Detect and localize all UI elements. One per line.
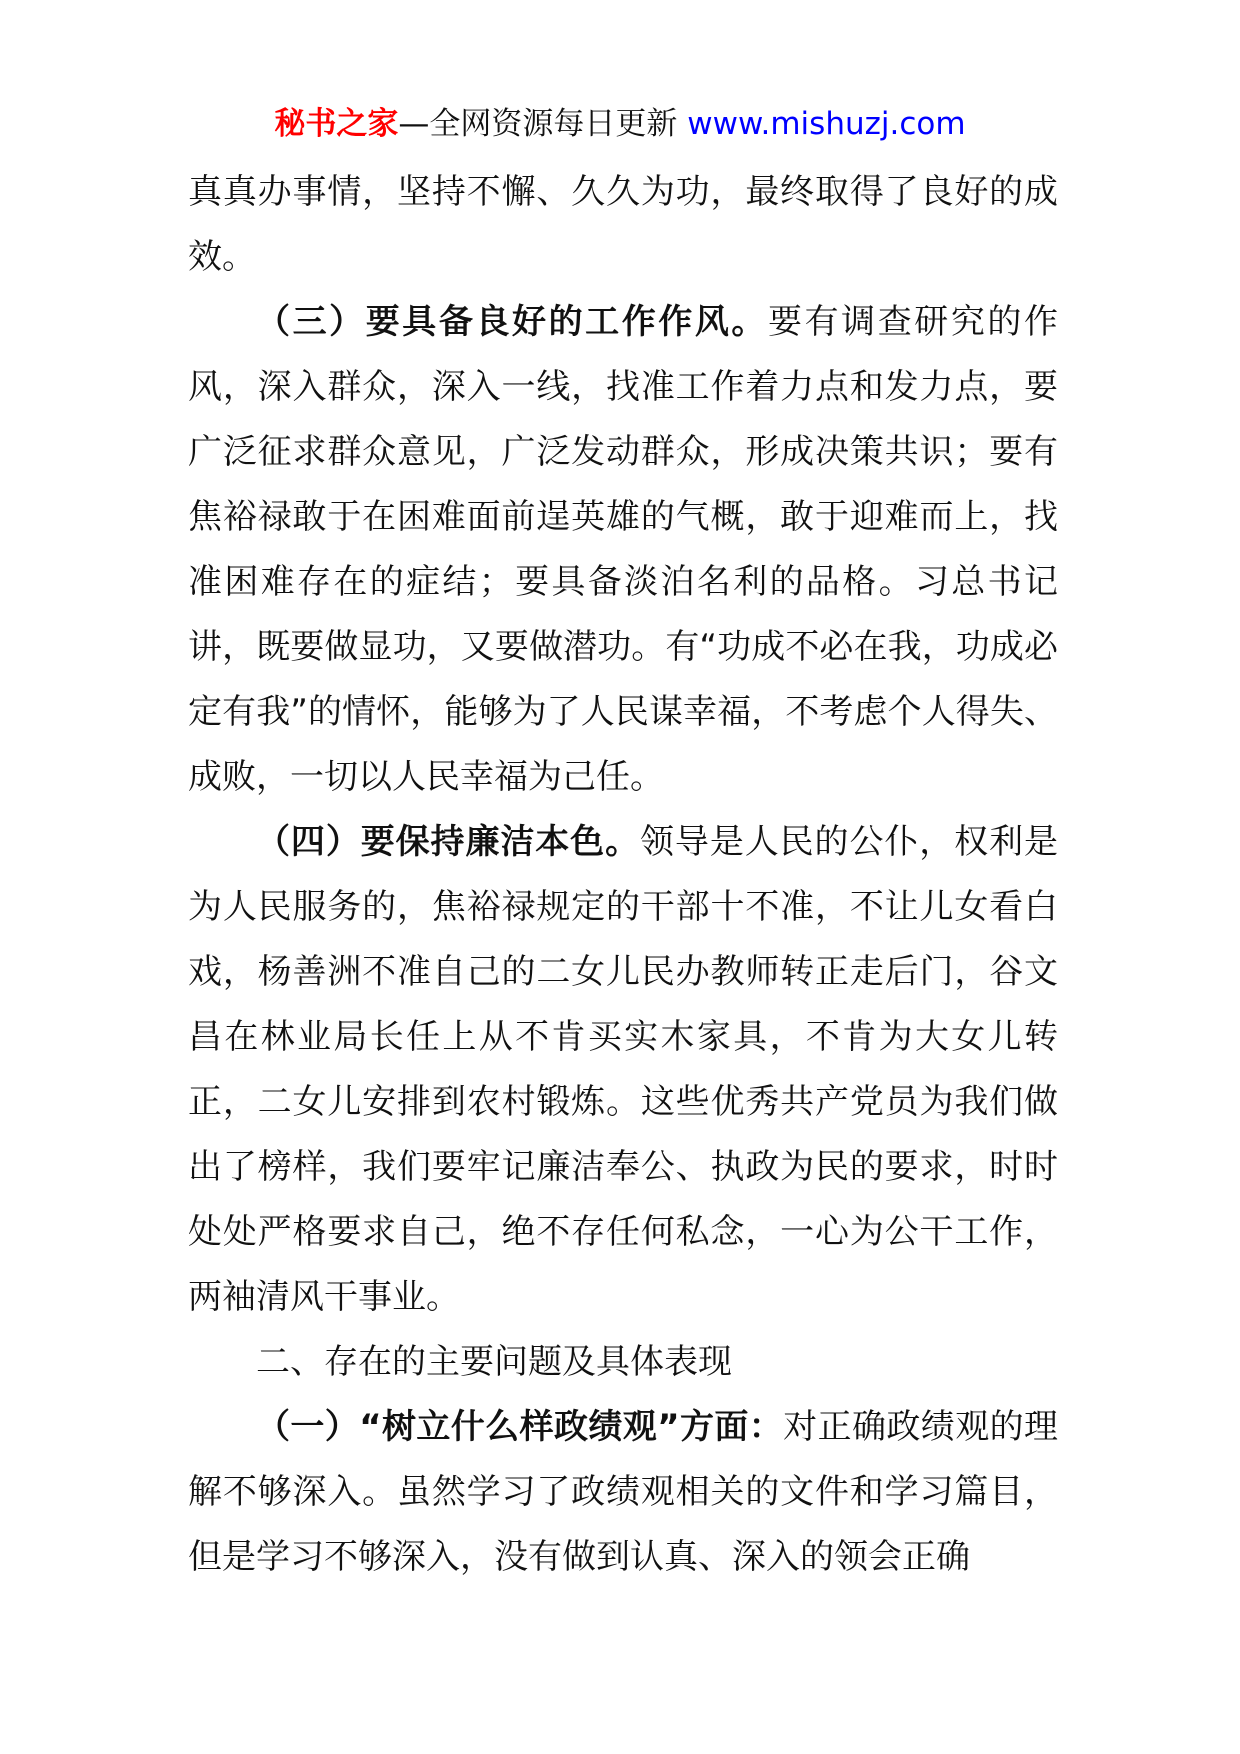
- paragraph: [188, 1395, 1058, 1590]
- paragraph: [188, 160, 1058, 290]
- brand-name: 秘书之家: [274, 106, 399, 142]
- site-header: [0, 104, 1240, 144]
- section-heading: （三）要具备良好的工作作风。: [256, 302, 768, 342]
- section-heading: （一）“树立什么样政绩观”方面：: [256, 1407, 784, 1447]
- paragraph: [188, 1330, 1058, 1395]
- paragraph-text: 真真办事情，坚持不懈、久久为功，最终取得了良好的成效。: [188, 172, 1058, 277]
- section-heading: （四）要保持廉洁本色。: [256, 822, 640, 862]
- paragraph-text: 对正确政绩观的理解不够深入。虽然学习了政绩观相关的文件和学习篇目，但是学习不够深入，没有做到认真、深入的领会正确: [188, 1407, 1059, 1577]
- paragraph-text: 要有调查研究的作风，深入群众，深入一线，找准工作着力点和发力点，要广泛征求群众意见，广泛发动群众，形成决策共识；要有焦裕禄敢于在困难面前逞英雄的气概，敢于迎难而上，找准困难存在的症结；要具备淡泊名利的品格。习总书记讲，既要做显功，又要做潜功。有“功成不必在我，功成必定有我”的情怀，能够为了人民谋幸福，不考虑个人得失、成败，一切以人民幸福为己任。: [188, 302, 1058, 797]
- document-body: [188, 160, 1058, 1590]
- paragraph: [188, 290, 1058, 810]
- paragraph: [188, 810, 1058, 1330]
- paragraph-text: 领导是人民的公仆，权利是为人民服务的，焦裕禄规定的干部十不准，不让儿女看白戏，杨善洲不准自己的二女儿民办教师转正走后门，谷文昌在林业局长任上从不肯买实木家具，不肯为大女儿转正，二女儿安排到农村锻炼。这些优秀共产党员为我们做出了榜样，我们要牢记廉洁奉公、执政为民的要求，时时处处严格要求自己，绝不存任何私念，一心为公干工作，两袖清风干事业。: [188, 822, 1058, 1317]
- section-title: 二、存在的主要问题及具体表现: [256, 1342, 732, 1382]
- header-tagline: —全网资源每日更新: [398, 106, 688, 142]
- website-url[interactable]: www.mishuzj.com: [687, 106, 966, 142]
